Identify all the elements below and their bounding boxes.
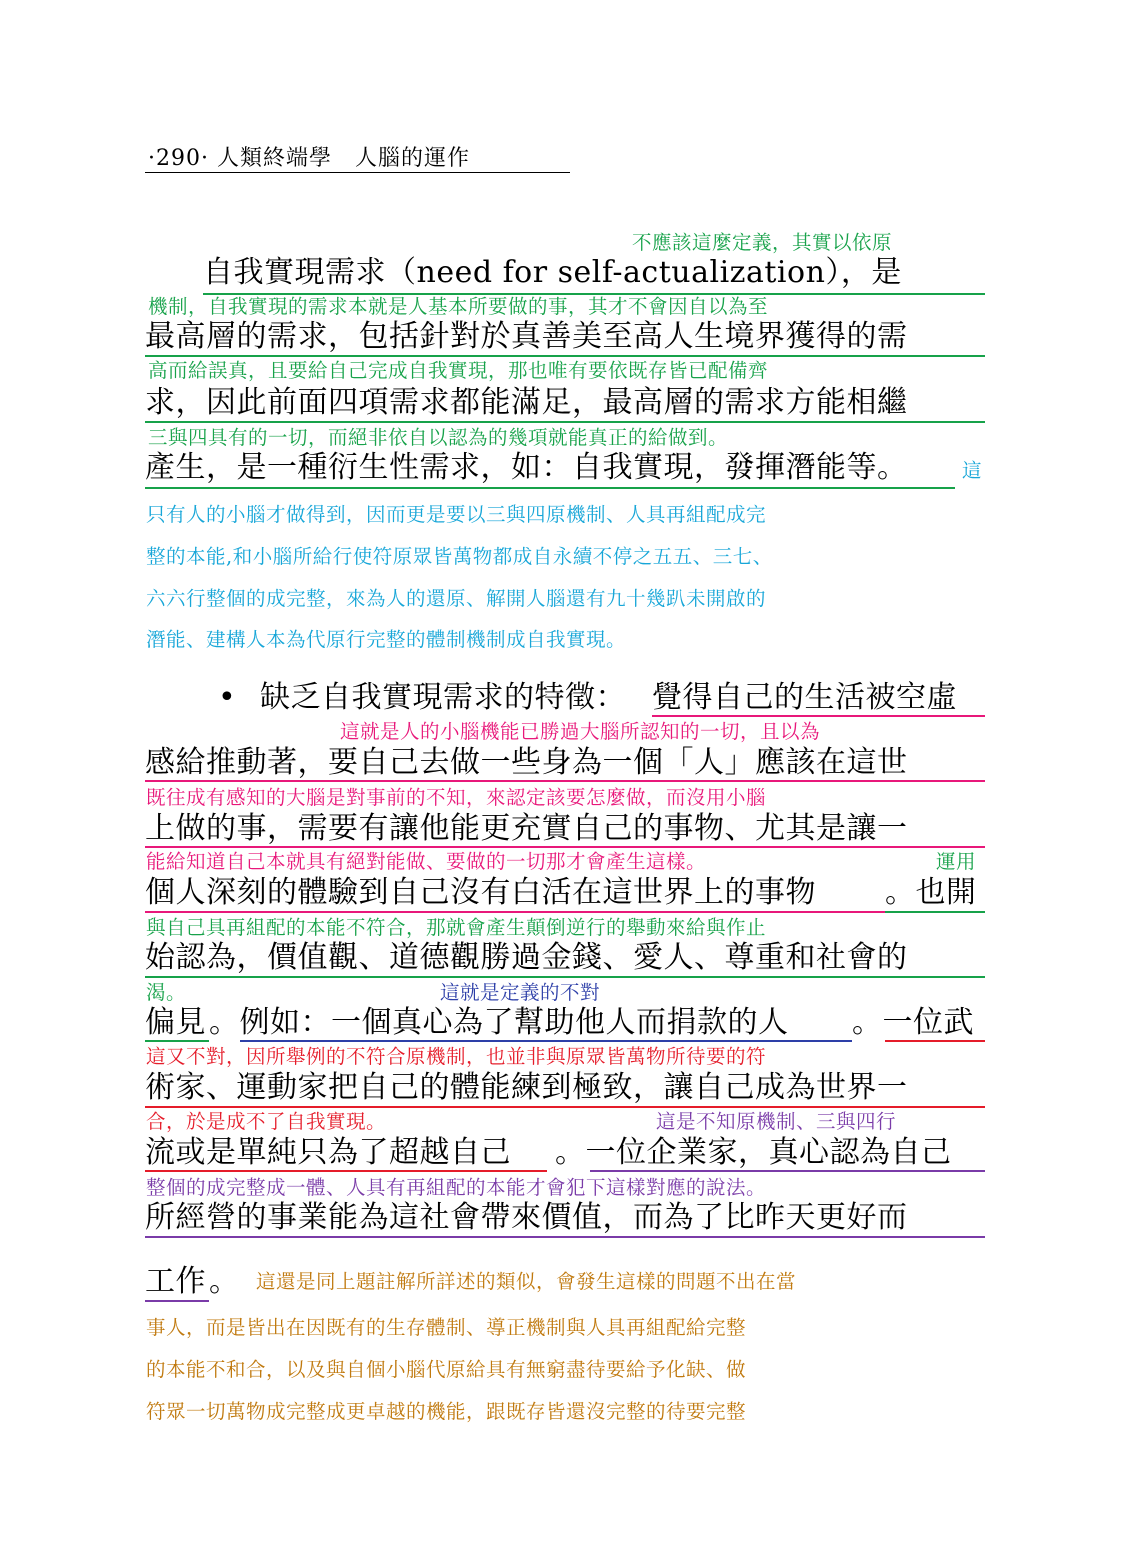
underline [885, 911, 985, 913]
annotation-note: 這還是同上題註解所詳述的類似，會發生這樣的問題不出在當 [256, 1270, 797, 1293]
body-line: 所經營的事業能為這社會帶來價值，而為了比昨天更好而 [145, 1200, 908, 1235]
annotation-note: 能給知道自己本就具有絕對能做、要做的一切那才會產生這樣。 [146, 850, 707, 873]
body-line: 自我實現需求（need for self-actualization），是 [203, 255, 902, 290]
body-line: 。例如：一個真心為了幫助他人而捐款的人 [209, 1005, 789, 1040]
body-line: 術家、運動家把自己的體能練到極致，讓自己成為世界一 [145, 1070, 908, 1105]
underline [145, 1236, 985, 1238]
annotation-note: 事人，而是皆出在因既有的生存體制、導正機制與人具再組配給完整 [146, 1316, 747, 1339]
underline [145, 1106, 985, 1108]
annotation-note: 高而給誤真，且要給自己完成自我實現，那也唯有要依既存皆已配備齊 [148, 359, 769, 382]
body-line: 上做的事，需要有讓他能更充實自己的事物、尤其是讓一 [145, 811, 908, 846]
body-line: 覺得自己的生活被空虛 [652, 680, 957, 715]
bullet: • [218, 680, 237, 715]
underline [145, 780, 985, 782]
underline [145, 976, 985, 978]
annotation-note: 三與四具有的一切，而絕非依自以認為的幾項就能真正的給做到。 [148, 426, 729, 449]
body-line: 產生，是一種衍生性需求，如：自我實現，發揮潛能等。 [145, 450, 908, 485]
header-underline [145, 172, 570, 173]
annotation-note: 只有人的小腦才做得到，因而更是要以三與四原機制、人具再組配成完 [146, 503, 767, 526]
annotation-note: 不應該這麼定義，其實以依原 [632, 231, 893, 254]
annotation-note: 這是不知原機制、三與四行 [656, 1110, 897, 1133]
body-line: 流或是單純只為了超越自己 [145, 1135, 511, 1170]
underline [145, 355, 985, 357]
annotation-note: 這就是人的小腦機能已勝過大腦所認知的一切，且以為 [340, 720, 821, 743]
body-line: 求，因此前面四項需求都能滿足，最高層的需求方能相繼 [145, 385, 908, 420]
annotation-note: 機制，自我實現的需求本就是人基本所要做的事，其才不會因自以為至 [148, 295, 769, 318]
annotation-note: 符眾一切萬物成完整成更卓越的機能，跟既存皆還沒完整的待要完整 [146, 1400, 747, 1423]
annotation-note: 運用 [936, 850, 977, 873]
body-line: 感給推動著，要自己去做一些身為一個「人」應該在這世 [145, 745, 908, 780]
body-line: 。一位企業家，真心認為自己 [555, 1135, 952, 1170]
underline [145, 1300, 209, 1302]
annotation-note: 這 [962, 459, 983, 482]
annotation-note: 六六行整個的成完整，來為人的還原、解開人腦還有九十幾趴未開啟的 [146, 587, 767, 610]
body-line: 工作 [145, 1264, 206, 1299]
annotation-note: 合，於是成不了自我實現。 [146, 1110, 387, 1133]
underline [145, 487, 955, 489]
underline [145, 1040, 209, 1042]
body-line: 。 [209, 1264, 240, 1299]
underline [590, 1170, 985, 1172]
body-line: 最高層的需求，包括針對於真善美至高人生境界獲得的需 [145, 319, 908, 354]
body-line: 始認為，價值觀、道德觀勝過金錢、愛人、尊重和社會的 [145, 940, 908, 975]
section-lead: 缺乏自我實現需求的特徵： [260, 680, 626, 715]
annotation-note: 渴。 [146, 981, 187, 1004]
underline [885, 1040, 985, 1042]
annotation-note: 與自己具再組配的本能不符合，那就會產生顛倒逆行的舉動來給與作止 [146, 916, 767, 939]
underline [145, 846, 985, 848]
underline [145, 421, 985, 423]
annotation-note: 整個的成完整成一體、人具有再組配的本能才會犯下這樣對應的說法。 [146, 1176, 767, 1199]
page-header: ·290· 人類終端學 人腦的運作 [148, 146, 470, 171]
annotation-note: 的本能不和合，以及與自個小腦代原給具有無窮盡待要給予化缺、做 [146, 1358, 747, 1381]
body-line: 。一位武 [852, 1005, 974, 1040]
underline [240, 1040, 852, 1042]
annotation-note: 這就是定義的不對 [440, 981, 601, 1004]
body-line: 偏見 [145, 1005, 206, 1040]
body-line: 。也開 [885, 875, 977, 910]
annotation-note: 整的本能,和小腦所給行使符原眾皆萬物都成自永續不停之五五、三七、 [146, 545, 773, 568]
annotation-note: 既往成有感知的大腦是對事前的不知，來認定該要怎麼做，而沒用小腦 [146, 786, 767, 809]
underline [145, 911, 885, 913]
annotation-note: 這又不對，因所舉例的不符合原機制，也並非與原眾皆萬物所待要的符 [146, 1045, 767, 1068]
body-line: 個人深刻的體驗到自己沒有白活在這世界上的事物 [145, 875, 816, 910]
underline [145, 1170, 547, 1172]
annotation-note: 潛能、建構人本為代原行完整的體制機制成自我實現。 [146, 628, 627, 651]
underline [652, 715, 985, 717]
